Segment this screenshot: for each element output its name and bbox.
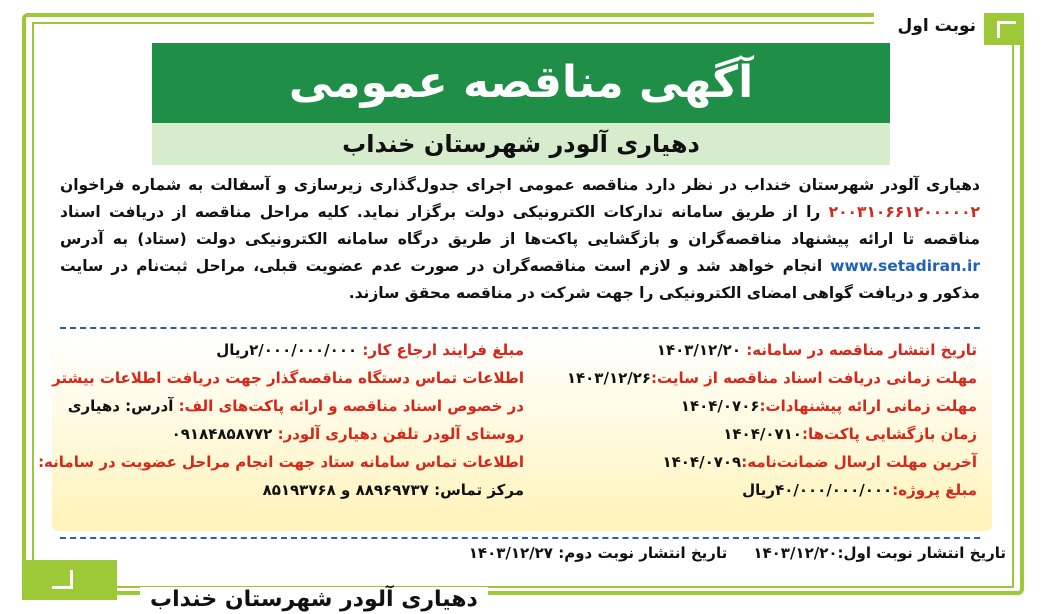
setad-url-link[interactable]: www.setadiran.ir: [830, 257, 980, 275]
publication-dates: تاریخ انتشار نوبت اول:۱۴۰۳/۱۲/۲۰ تاریخ انتشار نوبت دوم: ۱۴۰۳/۱۲/۲۷: [468, 544, 1006, 562]
corner-decoration-bottom: [22, 560, 117, 600]
phone-row: روستای آلودر تلفن دهیاری آلودر: ۰۹۱۸۴۸۵۸۷۷۲: [171, 425, 524, 443]
contact-line-2: در خصوص اسناد مناقصه و ارائه پاکت‌های الف: آدرس: دهیاری: [67, 397, 524, 415]
body-paragraph-1: دهیاری آلودر شهرستان خنداب در نظر دارد مناقصه عمومی اجرای جدول‌گذاری زیرسازی و آسفالت به شماره فراخوان: [60, 176, 980, 194]
detail-row: زمان بازگشایی پاکت‌ها:۱۴۰۴/۰۷۱۰: [723, 425, 977, 443]
details-right-column: [547, 336, 977, 504]
body-paragraph-2: را از طریق سامانه تدارکات الکترونیکی دولت برگزار نماید. کلیه مراحل مناقصه از دریافت اسناد مناقصه تا ارائه پیشنهاد مناقصه‌گران و بازگشایی پاکت‌ها از طریق درگاه سامانه الکترونیکی دولت (ستاد) به آدرس: [60, 203, 980, 248]
detail-row: مبلغ پروژه:۴۰/۰۰۰/۰۰۰/۰۰۰ریال: [742, 481, 977, 499]
amount-row: مبلغ فرایند ارجاع کار: ۲/۰۰۰/۰۰۰/۰۰۰ریال: [216, 341, 524, 359]
notice-body: [60, 172, 980, 307]
divider-top: [60, 327, 980, 329]
notice-title: آگهی مناقصه عمومی: [152, 43, 890, 123]
tender-number: ۲۰۰۳۱۰۶۶۱۲۰۰۰۰۰۲: [828, 203, 980, 221]
detail-row: مهلت زمانی ارائه پیشنهادات:۱۴۰۴/۰۷۰۶: [680, 397, 977, 415]
detail-row: آخرین مهلت ارسال ضمانت‌نامه:۱۴۰۴/۰۷۰۹: [662, 453, 977, 471]
round-label: نوبت اول: [897, 16, 976, 36]
bottom-organization: دهیاری آلودر شهرستان خنداب: [140, 587, 488, 612]
setad-contact-line: اطلاعات تماس سامانه ستاد جهت انجام مراحل عضویت در سامانه:: [38, 453, 524, 471]
contact-line-1: اطلاعات تماس دستگاه مناقصه‌گذار جهت دریافت اطلاعات بیشتر: [52, 369, 524, 387]
call-center-row: مرکز تماس: ۸۸۹۶۹۷۳۷ و ۸۵۱۹۳۷۶۸: [262, 481, 524, 499]
details-left-column: [38, 336, 524, 504]
detail-row: تاریخ انتشار مناقصه در سامانه: ۱۴۰۳/۱۲/۲۰: [656, 341, 977, 359]
divider-bottom: [60, 537, 980, 539]
detail-row: مهلت زمانی دریافت اسناد مناقصه از سایت:۱۴۰۳/۱۲/۲۶: [566, 369, 977, 387]
details-box: [38, 336, 992, 531]
organization-subtitle: دهیاری آلودر شهرستان خنداب: [152, 123, 890, 165]
body-paragraph-3: انجام خواهد شد و لازم است مناقصه‌گران در صورت عدم عضویت قبلی، مراحل ثبت‌نام در سایت مذکور و دریافت گواهی امضای الکترونیکی را جهت شرکت در مناقصه محقق سازند.: [60, 257, 980, 302]
